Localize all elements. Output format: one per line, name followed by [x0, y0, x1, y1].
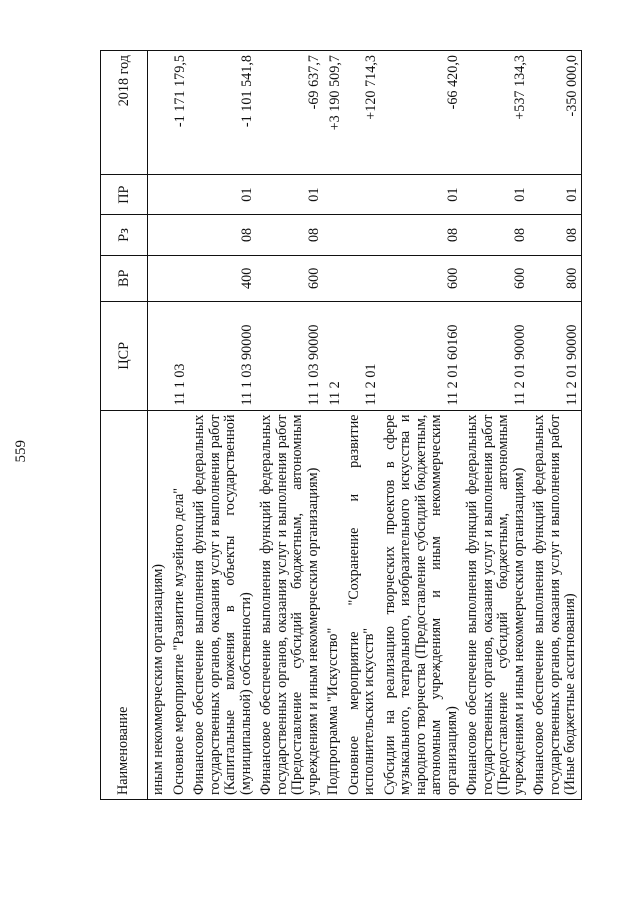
row-name: иным некоммерческим организациям): [148, 410, 169, 799]
table-row: [529, 51, 581, 800]
header-rz: Рз: [101, 215, 148, 255]
row-pr: 01: [189, 175, 256, 215]
row-pr: [169, 175, 190, 215]
row-vr: [148, 255, 169, 301]
table-row: [189, 51, 256, 800]
row-rz: [169, 215, 190, 255]
row-rz: [344, 215, 380, 255]
header-vr: ВР: [101, 255, 148, 301]
row-sum: +3 190 509,7: [323, 51, 344, 175]
header-csr: ЦСР: [101, 302, 148, 410]
row-csr: 11 1 03 90000: [189, 302, 256, 410]
row-name: Финансовое обеспечение выполнения функций федеральных государственных органов, оказания услуг и выполнения работ (Капитальные вложения в объекты государственной (муниципальной) собственности): [189, 410, 256, 799]
row-sum: +120 714,3: [344, 51, 380, 175]
row-pr: 01: [462, 175, 529, 215]
row-vr: 400: [189, 255, 256, 301]
row-sum: -69 637,7: [256, 51, 323, 175]
row-csr: 11 2 01: [344, 302, 380, 410]
row-vr: [323, 255, 344, 301]
row-csr: 11 2: [323, 302, 344, 410]
row-pr: [323, 175, 344, 215]
row-csr: 11 2 01 90000: [529, 302, 581, 410]
row-csr: 11 1 03: [169, 302, 190, 410]
row-csr: 11 2 01 60160: [380, 302, 463, 410]
header-pr: ПР: [101, 175, 148, 215]
row-name: Финансовое обеспечение выполнения функций федеральных государственных органов, оказания услуг и выполнения работ (Предоставление субсидий бюджетным, автономным учреждениям и иным некоммерческим организациям): [462, 410, 529, 799]
row-vr: 600: [256, 255, 323, 301]
row-name: Основное мероприятие "Сохранение и развитие исполнительских искусств": [344, 410, 380, 799]
row-rz: [323, 215, 344, 255]
row-rz: 08: [529, 215, 581, 255]
row-sum: [148, 51, 169, 175]
header-sum: 2018 год: [101, 51, 148, 175]
row-rz: [148, 215, 169, 255]
row-sum: +537 134,3: [462, 51, 529, 175]
row-pr: 01: [529, 175, 581, 215]
table-header-row: [101, 51, 148, 800]
page-number: 559: [13, 440, 29, 463]
row-name: Основное мероприятие "Развитие музейного дела": [169, 410, 190, 799]
row-sum: -1 171 179,5: [169, 51, 190, 175]
header-name: Наименование: [101, 410, 148, 799]
table-row: [462, 51, 529, 800]
row-rz: 08: [462, 215, 529, 255]
row-csr: 11 2 01 90000: [462, 302, 529, 410]
row-rz: 08: [189, 215, 256, 255]
row-name: Субсидии на реализацию творческих проектов в сфере музыкального, театрального, изобразительного искусства и народного творчества (Предоставление субсидий бюджетным, автономным учреждениям и иным некоммерческим организациям): [380, 410, 463, 799]
table-row: [169, 51, 190, 800]
row-rz: 08: [380, 215, 463, 255]
row-vr: 600: [380, 255, 463, 301]
row-name: Финансовое обеспечение выполнения функций федеральных государственных органов, оказания услуг и выполнения работ (Предоставление субсидий бюджетным, автономным учреждениям и иным некоммерческим организациям): [256, 410, 323, 799]
table-row: [344, 51, 380, 800]
row-vr: [169, 255, 190, 301]
row-pr: [344, 175, 380, 215]
row-csr: [148, 302, 169, 410]
row-vr: 800: [529, 255, 581, 301]
row-csr: 11 1 03 90000: [256, 302, 323, 410]
row-sum: -1 101 541,8: [189, 51, 256, 175]
row-sum: -66 420,0: [380, 51, 463, 175]
table-row: [256, 51, 323, 800]
table-row: [380, 51, 463, 800]
budget-table-container: [100, 50, 620, 800]
row-rz: 08: [256, 215, 323, 255]
row-name: Подпрограмма "Искусство": [323, 410, 344, 799]
row-pr: 01: [256, 175, 323, 215]
row-pr: [148, 175, 169, 215]
table-row: [148, 51, 169, 800]
row-name: Финансовое обеспечение выполнения функций федеральных государственных органов, оказания услуг и выполнения работ (Иные бюджетные ассигнования): [529, 410, 581, 799]
budget-table: [100, 50, 582, 800]
row-pr: 01: [380, 175, 463, 215]
row-vr: [344, 255, 380, 301]
table-row: [323, 51, 344, 800]
row-vr: 600: [462, 255, 529, 301]
row-sum: -350 000,0: [529, 51, 581, 175]
